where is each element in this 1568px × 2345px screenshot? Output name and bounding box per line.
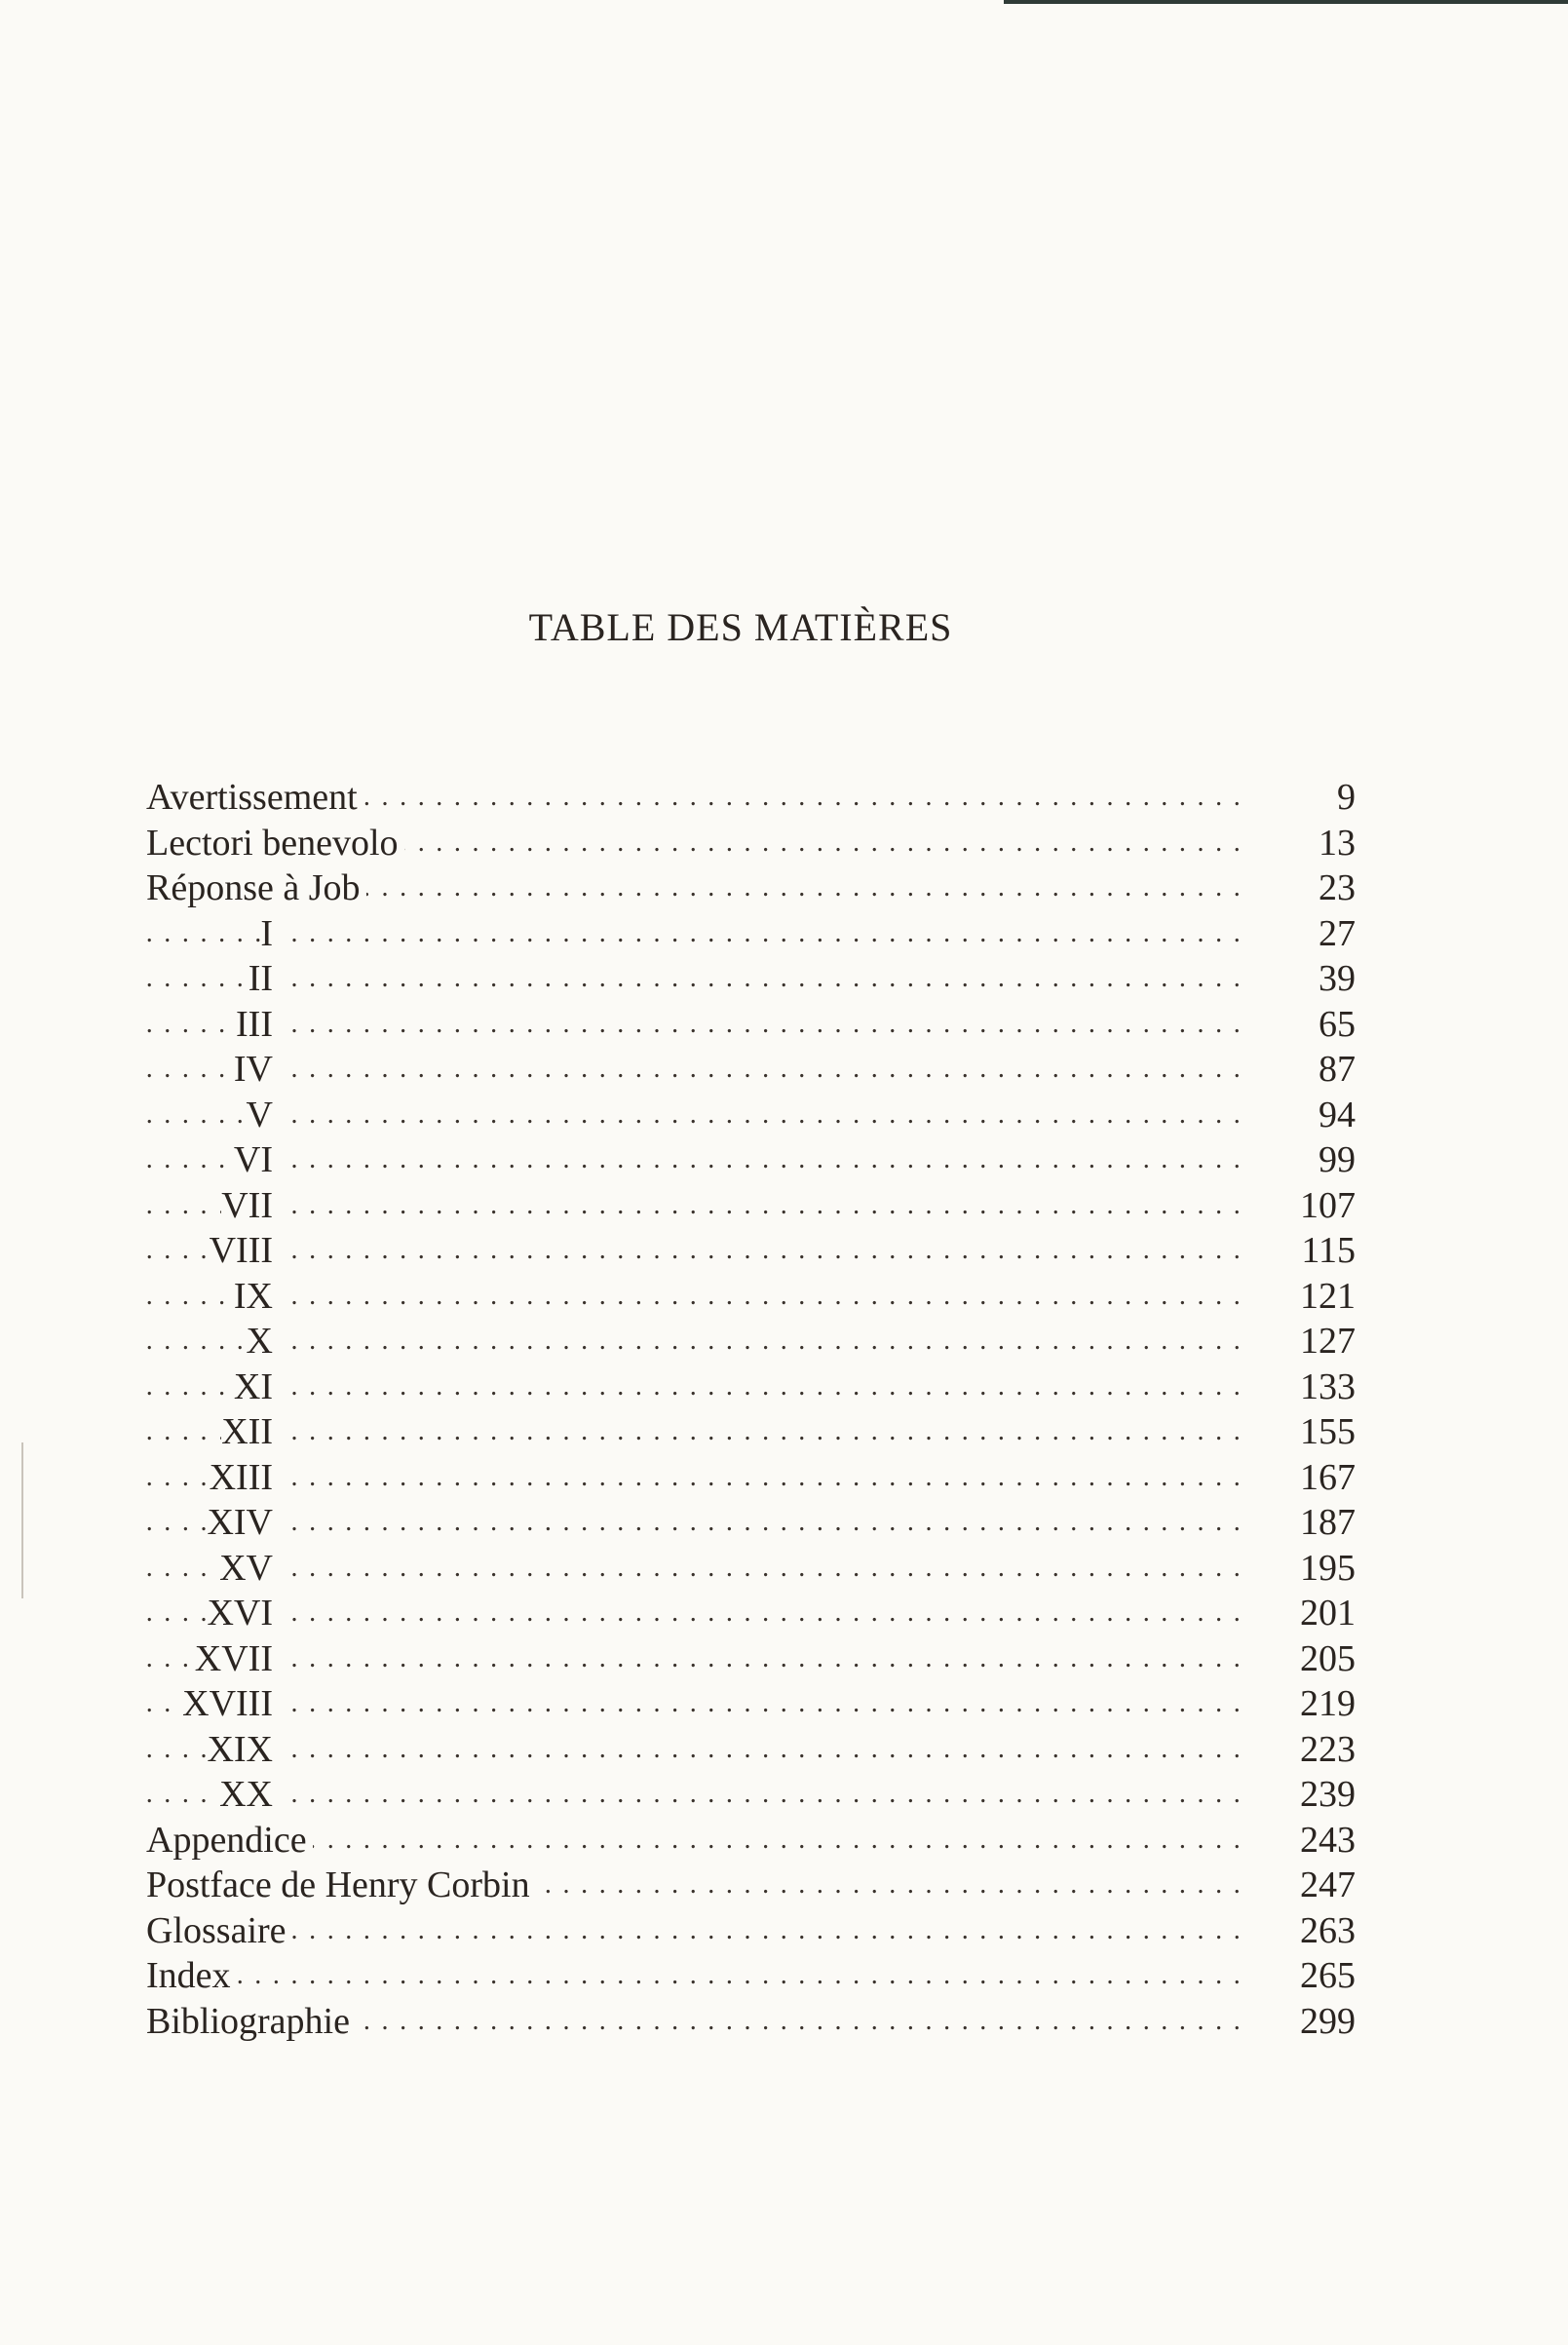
- dot-leader: [146, 1455, 1243, 1501]
- toc-page-number: 94: [1319, 1094, 1356, 1135]
- toc-chapter-numeral: XIII: [210, 1455, 281, 1501]
- toc-entry: [0, 1772, 1568, 1818]
- dot-leader: [146, 1093, 1243, 1138]
- dot-leader: [146, 1319, 1243, 1365]
- toc-entry-label: Postface de Henry Corbin: [146, 1863, 536, 1908]
- dot-leader: [146, 956, 1243, 1002]
- toc-chapter-numeral: II: [249, 956, 281, 1002]
- toc-entry: [0, 1681, 1568, 1727]
- toc-page-number: 247: [1300, 1864, 1356, 1905]
- toc-entry: [0, 821, 1568, 866]
- toc-entry: [0, 1863, 1568, 1908]
- dot-leader: [146, 1908, 1243, 1954]
- toc-page-number: 115: [1301, 1230, 1356, 1271]
- dot-leader: [146, 1002, 1243, 1048]
- toc-entry: [0, 1727, 1568, 1773]
- toc-page-number: 299: [1300, 2000, 1356, 2042]
- toc-page-number: 27: [1319, 912, 1356, 954]
- toc-page-number: 223: [1300, 1728, 1356, 1770]
- toc-chapter-numeral: IX: [234, 1274, 281, 1320]
- toc-page-number: 9: [1337, 777, 1356, 818]
- toc-chapter-numeral: XV: [219, 1546, 281, 1592]
- toc-chapter-numeral: III: [236, 1002, 281, 1048]
- toc-page-number: 99: [1319, 1139, 1356, 1180]
- toc-entry: [0, 956, 1568, 1002]
- toc-entry: [0, 1274, 1568, 1320]
- toc-chapter-numeral: XIX: [207, 1727, 281, 1773]
- toc-page-number: 133: [1300, 1365, 1356, 1407]
- toc-entry: [0, 1137, 1568, 1183]
- dot-leader: [146, 1183, 1243, 1229]
- toc-chapter-numeral: XIV: [207, 1500, 281, 1546]
- toc-page-number: 265: [1300, 1955, 1356, 1996]
- toc-entry: [0, 1500, 1568, 1546]
- toc-page-number: 219: [1300, 1683, 1356, 1724]
- toc-page-number: 155: [1300, 1411, 1356, 1452]
- toc-page-number: 195: [1300, 1547, 1356, 1589]
- toc-chapter-numeral: VI: [234, 1137, 281, 1183]
- toc-entry: [0, 1999, 1568, 2045]
- dot-leader: [146, 1591, 1243, 1636]
- dot-leader: [146, 911, 1243, 957]
- toc-chapter-numeral: XII: [221, 1409, 281, 1455]
- page-title: TABLE DES MATIÈRES: [528, 605, 953, 649]
- toc-entry: [0, 1818, 1568, 1864]
- toc-entry: [0, 775, 1568, 821]
- toc-entry: [0, 865, 1568, 911]
- toc-entry: [0, 1093, 1568, 1138]
- toc-page-number: 23: [1319, 867, 1356, 908]
- toc-entry: [0, 1455, 1568, 1501]
- toc-chapter-numeral: IV: [234, 1047, 281, 1093]
- dot-leader: [146, 1500, 1243, 1546]
- toc-entry: [0, 1546, 1568, 1592]
- toc-entry: [0, 1591, 1568, 1636]
- toc-entry: [0, 1183, 1568, 1229]
- toc-entry: [0, 1002, 1568, 1048]
- toc-chapter-numeral: X: [247, 1319, 281, 1365]
- dot-leader: [146, 1409, 1243, 1455]
- toc-entry: [0, 1228, 1568, 1274]
- toc-chapter-numeral: XVI: [207, 1591, 281, 1636]
- dot-leader: [146, 1953, 1243, 1999]
- toc-page-number: 263: [1300, 1909, 1356, 1951]
- dot-leader: [146, 1228, 1243, 1274]
- dot-leader: [146, 1546, 1243, 1592]
- toc-entry: [0, 1365, 1568, 1410]
- toc-chapter-numeral: XVIII: [182, 1681, 281, 1727]
- toc-chapter-numeral: XVII: [195, 1636, 281, 1682]
- dot-leader: [146, 1727, 1243, 1773]
- toc-entry: [0, 1047, 1568, 1093]
- toc-page-number: 65: [1319, 1003, 1356, 1045]
- toc-chapter-numeral: I: [260, 911, 281, 957]
- toc-page-number: 187: [1300, 1502, 1356, 1543]
- toc-page-number: 39: [1319, 958, 1356, 999]
- dot-leader: [146, 1636, 1243, 1682]
- toc-entry-label: Avertissement: [146, 775, 363, 821]
- toc-page-number: 127: [1300, 1321, 1356, 1362]
- toc-chapter-numeral: XX: [219, 1772, 281, 1818]
- dot-leader: [146, 1365, 1243, 1410]
- toc-page-number: 239: [1300, 1774, 1356, 1815]
- toc-entry-label: Bibliographie: [146, 1999, 356, 2045]
- toc-page-number: 13: [1319, 822, 1356, 864]
- dot-leader: [146, 1772, 1243, 1818]
- toc-entry: [0, 1319, 1568, 1365]
- dot-leader: [146, 1047, 1243, 1093]
- dot-leader: [146, 1274, 1243, 1320]
- toc-chapter-numeral: V: [247, 1093, 281, 1138]
- scan-edge-top: [1004, 0, 1568, 4]
- toc-entry: [0, 911, 1568, 957]
- toc-chapter-numeral: VII: [221, 1183, 281, 1229]
- toc-page-number: 167: [1300, 1456, 1356, 1498]
- toc-entry-label: Lectori benevolo: [146, 821, 404, 866]
- toc-entry: [0, 1636, 1568, 1682]
- toc-entry-label: Appendice: [146, 1818, 313, 1864]
- toc-page-number: 201: [1300, 1593, 1356, 1634]
- toc-chapter-numeral: XI: [234, 1365, 281, 1410]
- toc-entry: [0, 1953, 1568, 1999]
- toc-entry-label: Index: [146, 1953, 237, 1999]
- toc-page-number: 87: [1319, 1049, 1356, 1090]
- toc-page-number: 121: [1300, 1275, 1356, 1317]
- toc-entry-label: Glossaire: [146, 1908, 292, 1954]
- toc-page-number: 107: [1300, 1184, 1356, 1226]
- toc-entry: [0, 1908, 1568, 1954]
- dot-leader: [146, 1137, 1243, 1183]
- toc-page-number: 205: [1300, 1637, 1356, 1679]
- toc-entry-label: Réponse à Job: [146, 865, 366, 911]
- toc-entry: [0, 1409, 1568, 1455]
- toc-page-number: 243: [1300, 1819, 1356, 1861]
- dot-leader: [146, 1681, 1243, 1727]
- toc-chapter-numeral: VIII: [210, 1228, 281, 1274]
